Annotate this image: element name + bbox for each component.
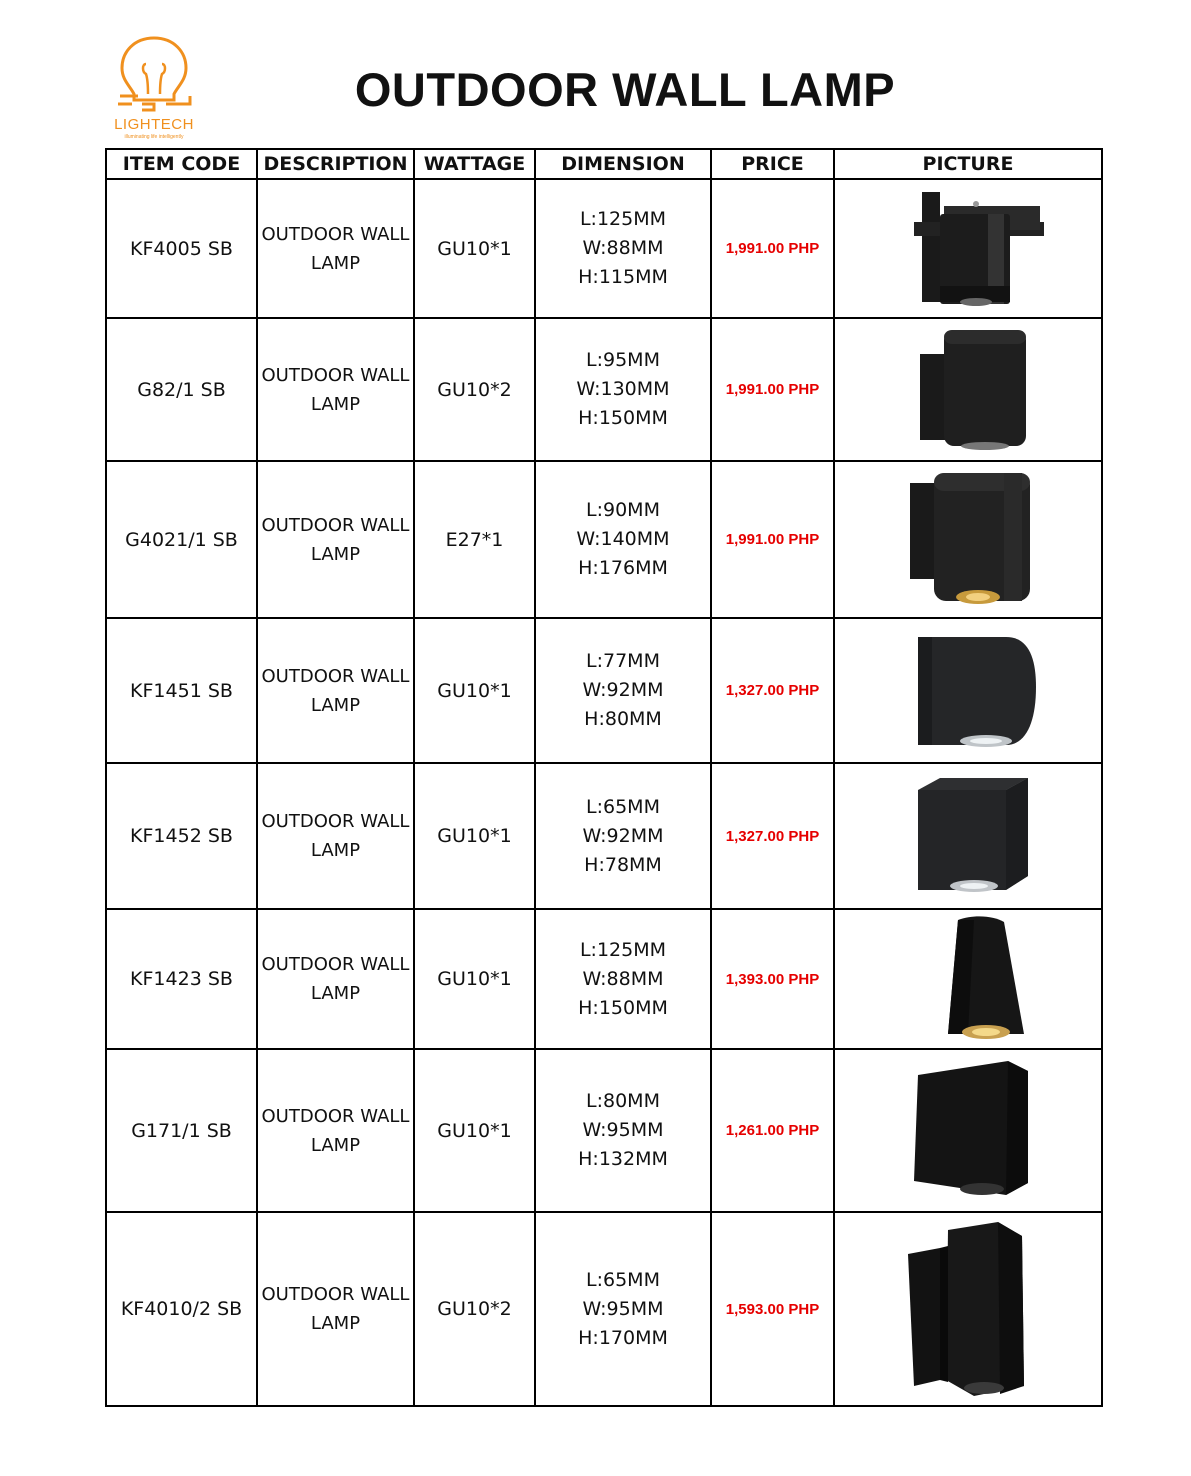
product-picture xyxy=(834,461,1102,618)
price: 1,991.00 PHP xyxy=(711,461,834,618)
dimension: L:95MM W:130MM H:150MM xyxy=(535,318,711,461)
item-code: G171/1 SB xyxy=(106,1049,257,1212)
square-bracket-wall-lamp-icon xyxy=(878,186,1058,311)
round-front-wall-lamp-icon xyxy=(878,627,1058,755)
header-dimension: DIMENSION xyxy=(535,149,711,179)
cube-wall-lamp-icon xyxy=(878,772,1058,900)
wattage: E27*1 xyxy=(414,461,535,618)
table-row xyxy=(106,909,1102,1049)
table-row xyxy=(106,618,1102,763)
description: OUTDOOR WALL LAMP xyxy=(257,461,414,618)
brand-name: LIGHTECH xyxy=(114,116,194,133)
product-picture xyxy=(834,909,1102,1049)
price: 1,593.00 PHP xyxy=(711,1212,834,1406)
header-picture: PICTURE xyxy=(834,149,1102,179)
item-code: KF4010/2 SB xyxy=(106,1212,257,1406)
product-picture xyxy=(834,1212,1102,1406)
product-picture xyxy=(834,763,1102,909)
wattage: GU10*1 xyxy=(414,1049,535,1212)
description: OUTDOOR WALL LAMP xyxy=(257,763,414,909)
description: OUTDOOR WALL LAMP xyxy=(257,318,414,461)
item-code: KF4005 SB xyxy=(106,179,257,318)
table-row xyxy=(106,461,1102,618)
description: OUTDOOR WALL LAMP xyxy=(257,1212,414,1406)
wattage: GU10*1 xyxy=(414,909,535,1049)
tall-double-wall-lamp-icon xyxy=(878,1218,1058,1400)
product-table xyxy=(105,148,1103,1407)
product-picture xyxy=(834,1049,1102,1212)
header-wattage: WATTAGE xyxy=(414,149,535,179)
description: OUTDOOR WALL LAMP xyxy=(257,618,414,763)
item-code: KF1423 SB xyxy=(106,909,257,1049)
item-code: KF1451 SB xyxy=(106,618,257,763)
description: OUTDOOR WALL LAMP xyxy=(257,1049,414,1212)
brand-logo xyxy=(108,34,200,144)
price: 1,393.00 PHP xyxy=(711,909,834,1049)
product-picture xyxy=(834,318,1102,461)
rounded-box-wall-lamp-icon xyxy=(878,469,1058,611)
product-picture xyxy=(834,618,1102,763)
price: 1,991.00 PHP xyxy=(711,318,834,461)
wattage: GU10*1 xyxy=(414,179,535,318)
item-code: G82/1 SB xyxy=(106,318,257,461)
price: 1,327.00 PHP xyxy=(711,763,834,909)
dimension: L:125MM W:88MM H:115MM xyxy=(535,179,711,318)
lightbulb-logo-icon xyxy=(108,34,200,118)
table-row xyxy=(106,1212,1102,1406)
price: 1,327.00 PHP xyxy=(711,618,834,763)
wattage: GU10*2 xyxy=(414,1212,535,1406)
description: OUTDOOR WALL LAMP xyxy=(257,909,414,1049)
cone-wall-lamp-icon xyxy=(878,912,1058,1046)
dimension: L:77MM W:92MM H:80MM xyxy=(535,618,711,763)
table-row xyxy=(106,763,1102,909)
dimension: L:125MM W:88MM H:150MM xyxy=(535,909,711,1049)
table-row xyxy=(106,1049,1102,1212)
price: 1,991.00 PHP xyxy=(711,179,834,318)
header-item-code: ITEM CODE xyxy=(106,149,257,179)
item-code: G4021/1 SB xyxy=(106,461,257,618)
header-price: PRICE xyxy=(711,149,834,179)
wattage: GU10*1 xyxy=(414,618,535,763)
header-description: DESCRIPTION xyxy=(257,149,414,179)
brand-tagline: illuminating life intelligently xyxy=(124,134,184,140)
dimension: L:65MM W:95MM H:170MM xyxy=(535,1212,711,1406)
dimension: L:90MM W:140MM H:176MM xyxy=(535,461,711,618)
dimension: L:80MM W:95MM H:132MM xyxy=(535,1049,711,1212)
slanted-box-wall-lamp-icon xyxy=(878,1057,1058,1205)
product-picture xyxy=(834,179,1102,318)
price: 1,261.00 PHP xyxy=(711,1049,834,1212)
description: OUTDOOR WALL LAMP xyxy=(257,179,414,318)
cylinder-wall-lamp-icon xyxy=(878,326,1058,454)
table-row xyxy=(106,179,1102,318)
table-row xyxy=(106,318,1102,461)
wattage: GU10*1 xyxy=(414,763,535,909)
table-header-row xyxy=(106,149,1102,179)
item-code: KF1452 SB xyxy=(106,763,257,909)
dimension: L:65MM W:92MM H:78MM xyxy=(535,763,711,909)
page-title: OUTDOOR WALL LAMP xyxy=(354,63,896,116)
wattage: GU10*2 xyxy=(414,318,535,461)
